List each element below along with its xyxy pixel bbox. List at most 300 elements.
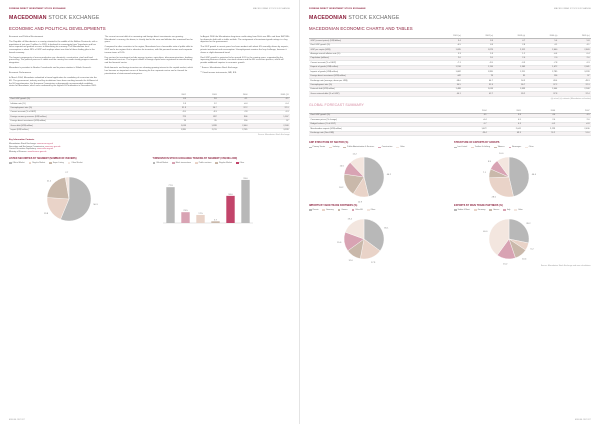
table-cell: 1,618 (157, 124, 188, 128)
table-source: Source: Macedonian Stock Exchange. (257, 134, 290, 137)
table-cell: 4.1 (454, 113, 488, 117)
section-title: MACEDONIAN ECONOMIC CHARTS AND TABLES (309, 25, 413, 31)
text-column-2 (105, 36, 195, 90)
forecast-table-wrap (309, 110, 591, 137)
table-cell: -1.3 (559, 61, 591, 65)
economic-table-wrap (309, 35, 591, 100)
economic-indicators-table (309, 35, 591, 97)
slice-label: 12.9 (357, 201, 362, 204)
legend-label: Other (517, 209, 523, 212)
page-title (9, 15, 290, 22)
key-info-link[interactable]: www.cdhv.org.mk (37, 148, 54, 151)
table-cell: 2,312 (494, 48, 526, 52)
table-cell: 2,041 (559, 65, 591, 69)
key-info-label: Ministry of Finance: (9, 151, 28, 154)
legend-label: Public Administration & Services (347, 146, 375, 149)
legend-label: Official Market (156, 162, 169, 165)
column-header: 2004 (218, 93, 249, 97)
legend-label: Textiles & clothing (474, 146, 490, 149)
table-row (309, 92, 591, 96)
table-cell: 37.3 (249, 106, 290, 110)
running-subtitle: MACEDONIAN STOCK EXCHANGE (252, 8, 290, 11)
table-cell: 2,044 (527, 87, 559, 91)
table-cell: 2,211 (494, 70, 526, 74)
table-cell: -0.4 (527, 52, 559, 56)
table-cell: 2.0 (557, 118, 591, 122)
table-cell: Foreign currency reserves (US$ million) (9, 115, 157, 119)
text-column-1 (9, 36, 99, 90)
table-cell: 95 (187, 119, 218, 123)
table-cell: -9.5 (157, 110, 188, 114)
slice-label: 28.2 (526, 223, 531, 226)
pie-grid (309, 142, 591, 264)
key-info-label: Securities and Exchange Commission: (9, 145, 46, 148)
table-cell: Real GDP growth (%) (9, 97, 157, 101)
table-cell: 31.9 (462, 83, 494, 87)
paragraph: Economic Performance (9, 72, 32, 75)
title-suffix: STOCK EXCHANGE (348, 15, 400, 21)
table-cell: -0.4 (218, 102, 249, 106)
slice-label: 35.1 (384, 227, 389, 230)
table-cell: 2.0 (527, 56, 559, 60)
slice-label: 8.5 (487, 160, 492, 163)
table-cell: 2,430 (557, 127, 591, 131)
table-cell: GDP per capita (US$) (309, 48, 430, 52)
key-info-label: Macedonian Stock Exchange: (9, 142, 38, 145)
table-cell: 4.7 (494, 39, 526, 43)
page-title (309, 15, 591, 22)
table-cell: 4.0 (522, 113, 556, 117)
key-info-label: Central Securities Depository: (9, 148, 38, 151)
country-name: MACEDONIAN (9, 15, 47, 21)
bar (241, 177, 249, 223)
column-header: 2004 (454, 110, 488, 114)
table-cell: -0.5 (522, 122, 556, 126)
pie-slice (489, 177, 513, 197)
table-cell: 2.8 (187, 97, 218, 101)
legend-label: Beverages (512, 146, 522, 149)
table-cell: 36.7 (494, 83, 526, 87)
table-cell: 5.4 (527, 39, 559, 43)
table-cell: 3.4 (430, 39, 462, 43)
slice-label: 21.2 (46, 180, 52, 183)
text-columns (9, 36, 290, 90)
bar-label: 59.0 (227, 193, 233, 196)
table-cell: Import (US$ million) (9, 128, 157, 132)
title-suffix: STOCK EXCHANGE (48, 15, 100, 21)
table-cell: Real GDP growth (%) (309, 43, 430, 47)
table-cell: 3.8 (462, 39, 494, 43)
table-cell: 1,618 (462, 87, 494, 91)
export-groups-pie (454, 149, 584, 201)
table-cell: 1.2 (494, 52, 526, 56)
chart-title: TURNOVER IN STOCK EXCHANGE TRADING BY SEGMENT (US$ MILLION) (152, 157, 238, 160)
legend-label: Germany (325, 209, 334, 212)
table-cell: Foreign direct investment (US$ million) (9, 119, 157, 123)
chart-title: GDP STRUCTURE BY SECTOR (%) (309, 142, 349, 145)
table-cell: 64.7 (462, 79, 494, 83)
table-cell: 2.0 (462, 56, 494, 60)
table-cell: Population (millions) (309, 56, 430, 60)
table-cell: Imports of goods (US$ million) (309, 70, 430, 74)
table-cell: 2,044 (218, 124, 249, 128)
slice-label: 10.4 (522, 259, 527, 262)
chart-turnover (153, 158, 291, 230)
country-name: MACEDONIAN (309, 15, 347, 21)
paragraph: Macedonia's president is Branko Crvenkovski and its prime minister is Nikola Gruevski. (9, 67, 92, 70)
forecast-table (309, 110, 591, 137)
column-header: 2003 (a) (494, 35, 526, 39)
legend-label: Other (370, 209, 376, 212)
pie-export-partners (454, 205, 591, 265)
table-cell: 2,211 (187, 128, 218, 132)
paragraph: The current account deficit is narrowing and foreign direct investments are growing. Macedonia's currency, the denar, is closely tied to the euro and inflation has remained low for years. (104, 35, 193, 44)
table-cell: Current account (% of GDP) (9, 110, 157, 114)
column-header: 2001 (a) (430, 35, 462, 39)
table-cell: -7.8 (527, 61, 559, 65)
table-cell: 3.8 (488, 113, 522, 117)
table-cell: 49.3 (488, 131, 522, 135)
paragraph: The largest components of macro production are chemicals, construction, steel and food processing. The political process is stable and the country has made steady progress towards integration. (9, 56, 98, 65)
table-cell: 897 (187, 115, 218, 119)
table-cell: 4.1 (249, 97, 290, 101)
legend-label: Industry (332, 146, 340, 149)
pie-import-partners (309, 205, 446, 265)
column-header: 2002 (157, 93, 188, 97)
table-cell: 39.2 (494, 92, 526, 96)
column-header: 2004 (a) (527, 35, 559, 39)
slice-label: 28.0 (491, 196, 496, 199)
right-page (300, 0, 600, 424)
slice-label: 12.2 (352, 153, 357, 156)
table-cell: 37.4 (559, 92, 591, 96)
legend-label: Official Market (12, 162, 25, 165)
slice-label: 15.2 (503, 263, 508, 266)
table-cell: -4.5 (430, 43, 462, 47)
table-source: (a) actual; (e) estimate (Macedonian authorities) (550, 97, 591, 100)
table-row (309, 131, 591, 135)
running-header (9, 6, 290, 13)
column-header: 2005 (488, 110, 522, 114)
key-info-link[interactable]: www.mse.org.mk (37, 142, 53, 145)
table-cell: 4.1 (559, 43, 591, 47)
table-cell: 37.3 (559, 83, 591, 87)
table-cell: 78 (157, 119, 188, 123)
export-partners-pie (454, 211, 584, 266)
table-cell: 1,839 (494, 87, 526, 91)
column-header: 2007 (557, 110, 591, 114)
running-title: FOREIGN DIRECT INVESTMENT STOCK EXCHANGE (309, 8, 366, 11)
table-cell: 2,168 (249, 124, 290, 128)
table-row (9, 128, 290, 132)
table-cell: -0.8 (557, 122, 591, 126)
slice-label: 40.0 (483, 231, 488, 234)
slice-label: 2.7 (65, 171, 69, 174)
legend-label: Other Market (71, 162, 83, 165)
slice-label: 46.2 (386, 173, 391, 176)
table-cell: -9.5 (462, 61, 494, 65)
legend-label: Primary Sector (312, 146, 326, 149)
paragraph: In August 2006 the Macedonian long-term credit rating from Fitch was BB+ and from S&P BB+ for domestic debt with a stable outlook. The assignment of investment-grade ratings is a key objective for the government. (200, 35, 290, 44)
paragraph: The GDP growth in recent years has been modest with about 4% annually, driven by exports, private investment and consumption. Unemployment remains the key challenge, however it shows a slight downward trend. (200, 46, 289, 54)
chart-title: STRUCTURE OF EXPORTS BY GROUPS (454, 142, 500, 145)
bar-label: 3.7 (213, 218, 217, 221)
legend-label: Russia (312, 209, 319, 212)
table-cell: 156 (218, 119, 249, 123)
paragraph: Real GDP growth is projected to be around 4-5% in the coming years, supported by the improving business climate, structural reforms and the EU accession process, which will provide additional impetus to economic growth. (200, 56, 284, 65)
legend-label: Iron & steel (457, 146, 468, 149)
slice-label: 6.2 (530, 248, 534, 251)
table-cell: Foreign direct investment (US$ million) (309, 74, 430, 78)
table-cell: External debt (US$ million) (309, 87, 430, 91)
forecast-title: GLOBAL FORECAST SUMMARY (309, 103, 364, 108)
indicators-table (9, 93, 290, 133)
table-cell: 1,116 (462, 65, 494, 69)
table-cell: 2.8 (494, 43, 526, 47)
table-cell: 3,228 (249, 128, 290, 132)
table-cell: 156 (527, 74, 559, 78)
table-cell: 2.0 (522, 118, 556, 122)
legend-label: Germany (477, 209, 486, 212)
table-cell: 51.2 (522, 131, 556, 135)
table-cell: 2.0 (559, 56, 591, 60)
column-header: 2005 (e) (559, 35, 591, 39)
bar-label: 93.6 (242, 177, 248, 180)
table-cell: 42.7 (462, 92, 494, 96)
turnover-bar-chart (153, 165, 288, 229)
table-cell: Average annual inflation rate (%) (309, 52, 430, 56)
bar (196, 212, 204, 223)
text-column-3 (200, 36, 290, 90)
table-cell: Real GDP growth (%) (309, 113, 454, 117)
pie-source: Source: Macedonian Stock Exchange and own calculations. (540, 265, 591, 268)
table-cell: 1,158 (430, 65, 462, 69)
paragraph: The Republic of Macedonia is a country situated in the middle of the Balkan Peninsula, with a population of just over 2 million. In 1991, it declared its sovereignty from Yugoslavia and has since experienced gradual success in liberalising its economy. The Macedonian local consumption is about 58% of GDP and employs about one third of those finding jobs in the formal economy. (9, 40, 98, 54)
table-cell: Unemployment rate (%) (309, 83, 430, 87)
legend-label: Italy (506, 209, 511, 212)
table-cell: 1,995 (462, 70, 494, 74)
legend-label: Regular Market (219, 162, 232, 165)
table-cell: 1,363 (494, 65, 526, 69)
column-header: 2002 (a) (462, 35, 494, 39)
table-cell: Current account (% of GDP) (309, 61, 430, 65)
table-cell: 1.8 (462, 52, 494, 56)
legend-label: Other (528, 146, 534, 149)
table-cell: 1,672 (527, 65, 559, 69)
table-cell: 1.8 (157, 102, 188, 106)
legend-label: Regular Market (32, 162, 46, 165)
table-cell: 37.8 (527, 92, 559, 96)
running-subtitle: MACEDONIAN STOCK EXCHANGE (553, 8, 591, 11)
table-cell: 0.3 (488, 122, 522, 126)
table-cell: Consumer prices (% change) (309, 118, 454, 122)
paragraph: ** Fixed income instruments, IMF, IFS. (200, 72, 237, 75)
table-cell: 1,307 (249, 115, 290, 119)
legend-label: Tobacco (497, 146, 505, 149)
table-cell: 1,839 (187, 124, 218, 128)
slice-label: 15.6 (337, 242, 342, 245)
indicators-table-wrap (9, 93, 290, 136)
table-cell: 2,785 (218, 128, 249, 132)
table-cell: 1,995 (157, 128, 188, 132)
table-cell: 5.8 (559, 39, 591, 43)
table-cell: 1,672 (454, 127, 488, 131)
table-cell: 37.2 (218, 106, 249, 110)
slice-label: 17.9 (370, 262, 376, 265)
table-cell: 78 (462, 74, 494, 78)
column-header: 2006 (522, 110, 556, 114)
left-charts (9, 158, 290, 230)
table-cell: 4.5 (557, 113, 591, 117)
table-cell: -3.3 (494, 61, 526, 65)
table-cell: 2,041 (488, 127, 522, 131)
paragraph: Key sectors for investment include energy, tourism, agriculture, telecommunications, banking and financial services. The largest inflows of foreign capital were registered in manufacturing and the financial sector. (104, 56, 193, 65)
table-cell: 0.4 (559, 52, 591, 56)
paragraph: In March 2004, Macedonia submitted a formal application for candidacy of accession into the EU. The government, industry and key institutions have been working towards the fulfilment of the EU questionnaire; the European Commission subsequently recommended candidate status for Macedonia, which was confirmed by the highest EU authorities in December 2005. (9, 77, 98, 88)
page-footer: ANNUAL REPORT (9, 418, 25, 421)
legend-label: Other EU (355, 209, 364, 212)
table-cell: 1,488 (430, 87, 462, 91)
page-footer: ANNUAL REPORT (575, 418, 591, 421)
legend-label: Serbia & Mont. (457, 209, 471, 212)
table-cell: 906 (218, 115, 249, 119)
slice-label: 12.0 (348, 260, 353, 263)
table-cell: -7.8 (218, 110, 249, 114)
table-cell: -3.3 (187, 110, 218, 114)
slice-label: 46.4 (531, 173, 536, 176)
bar (226, 195, 234, 222)
key-info-line (9, 151, 290, 154)
table-cell: 37.2 (527, 83, 559, 87)
table-cell: 1,695 (430, 48, 462, 52)
table-cell: 36.7 (187, 106, 218, 110)
table-cell: 4.1 (218, 97, 249, 101)
table-cell: Merchandise exports (US$ million) (309, 127, 454, 131)
column-header: 2003 (187, 93, 218, 97)
paragraph: * Source: Macedonian Stock Exchange. (200, 67, 239, 70)
paragraph: Compared to other countries in the region, Macedonia has a favourable ratio of public debt to GDP and a tax regime that is attractive for investors, with flat personal income and corporate income taxes of 10%. (104, 46, 193, 54)
table-cell: Gross external debt (% of GDP) (309, 92, 430, 96)
table-cell: 0.9 (462, 43, 494, 47)
table-cell: -0.4 (454, 118, 488, 122)
table-cell: 3,228 (559, 70, 591, 74)
table-cell: 1,873 (462, 48, 494, 52)
table-cell: 49.4 (454, 131, 488, 135)
table-cell: Exports of goods (US$ million) (309, 65, 430, 69)
chart-title: IMPORTS BY MAIN TRADE PARTNERS (%) (309, 204, 358, 207)
table-cell: 5.3 (430, 52, 462, 56)
column-header: 2005 Q3 (249, 93, 290, 97)
table-cell: 2.0 (430, 56, 462, 60)
bar-label: 17.5 (197, 212, 203, 215)
table-cell: 97 (559, 74, 591, 78)
slice-label: 10.0 (499, 152, 504, 155)
legend-label: Greece (341, 209, 348, 212)
legend-label: Block transactions (175, 162, 192, 165)
table-cell: 68.0 (430, 79, 462, 83)
table-cell: 44.1 (430, 92, 462, 96)
chart-listed-securities (9, 158, 147, 230)
section-title: ECONOMIC AND POLITICAL DEVELOPMENTS (9, 25, 106, 31)
table-cell: 2,229 (522, 127, 556, 131)
table-cell: -1.3 (249, 110, 290, 114)
running-header (309, 6, 591, 13)
table-cell: 54.3 (494, 79, 526, 83)
bar (166, 184, 174, 223)
table-cell: 0.5 (488, 118, 522, 122)
paragraph: Both domestic and foreign investors are showing growing interest in the capital market, which has become an important source of financing for the corporate sector and a channel for privatisation of state-owned enterprises. (104, 67, 193, 75)
table-cell: 49.3 (559, 79, 591, 83)
key-info-link[interactable]: www.sec.gov.mk (45, 145, 61, 148)
table-cell: 97 (249, 119, 290, 123)
table-cell: 2.0 (494, 56, 526, 60)
table-cell: 0.4 (249, 102, 290, 106)
running-title: FOREIGN DIRECT INVESTMENT STOCK EXCHANGE (9, 8, 66, 11)
table-cell: 0.9 (157, 97, 188, 101)
pie-gdp-structure (309, 142, 446, 202)
table-cell: Exchange rate (average, denar per US$) (309, 79, 430, 83)
table-cell: 1,682 (430, 70, 462, 74)
slice-label: 7.1 (482, 171, 486, 174)
legend-label: Construction (381, 146, 393, 149)
table-cell: GDP (current prices) (US$ billion) (309, 39, 430, 43)
legend-label: Other (399, 146, 405, 149)
table-cell: 723 (157, 115, 188, 119)
slice-label: 10.5 (339, 165, 344, 168)
bar-label: 23.5 (182, 209, 188, 212)
table-cell: 30.5 (430, 83, 462, 87)
key-info-lines (9, 143, 290, 154)
slice-label: 19.4 (347, 218, 352, 221)
bar (181, 209, 189, 223)
bar (211, 218, 219, 223)
bar-label: 77.9 (167, 184, 173, 187)
gdp-structure-pie (309, 149, 439, 204)
chart-title: LISTED SECURITIES BY SEGMENT (NUMBER OF ISSUERS) (9, 157, 77, 160)
table-cell: Unemployment rate (%) (9, 106, 157, 110)
table-cell: 2,640 (527, 48, 559, 52)
table-cell: 31.9 (157, 106, 188, 110)
table-cell: 2,168 (559, 87, 591, 91)
key-info-link[interactable]: www.finance.gov.mk (27, 151, 47, 154)
table-cell: 49.4 (527, 79, 559, 83)
table-cell: 2,785 (527, 70, 559, 74)
legend-label: Greece (493, 209, 500, 212)
slice-label: 18.2 (339, 186, 344, 189)
key-info (9, 139, 290, 153)
table-cell: 4.1 (527, 43, 559, 47)
table-cell: 51.0 (557, 131, 591, 135)
table-cell: 442 (430, 74, 462, 78)
table-cell: 2,843 (559, 48, 591, 52)
table-cell: 0.7 (454, 122, 488, 126)
paragraph: Economic and Political Environment (9, 35, 44, 38)
table-cell: 1.2 (187, 102, 218, 106)
key-info-title: Key Information Contacts (9, 139, 35, 142)
table-cell: 95 (494, 74, 526, 78)
table-cell: Inflation rate (%) (9, 102, 157, 106)
import-partners-pie (309, 211, 439, 263)
slice-label: 56.3 (93, 203, 98, 206)
slice-label: 19.8 (43, 212, 49, 215)
listed-securities-pie (9, 165, 144, 229)
chart-title: EXPORTS BY MAIN TRADE PARTNERS (%) (454, 204, 503, 207)
pie-export-groups (454, 142, 591, 202)
table-cell: -7.1 (430, 61, 462, 65)
legend-label: Other (239, 162, 245, 165)
table-cell: Budget balance (% of GDP) (309, 122, 454, 126)
table-cell: Gross debt (US$ million) (9, 124, 157, 128)
